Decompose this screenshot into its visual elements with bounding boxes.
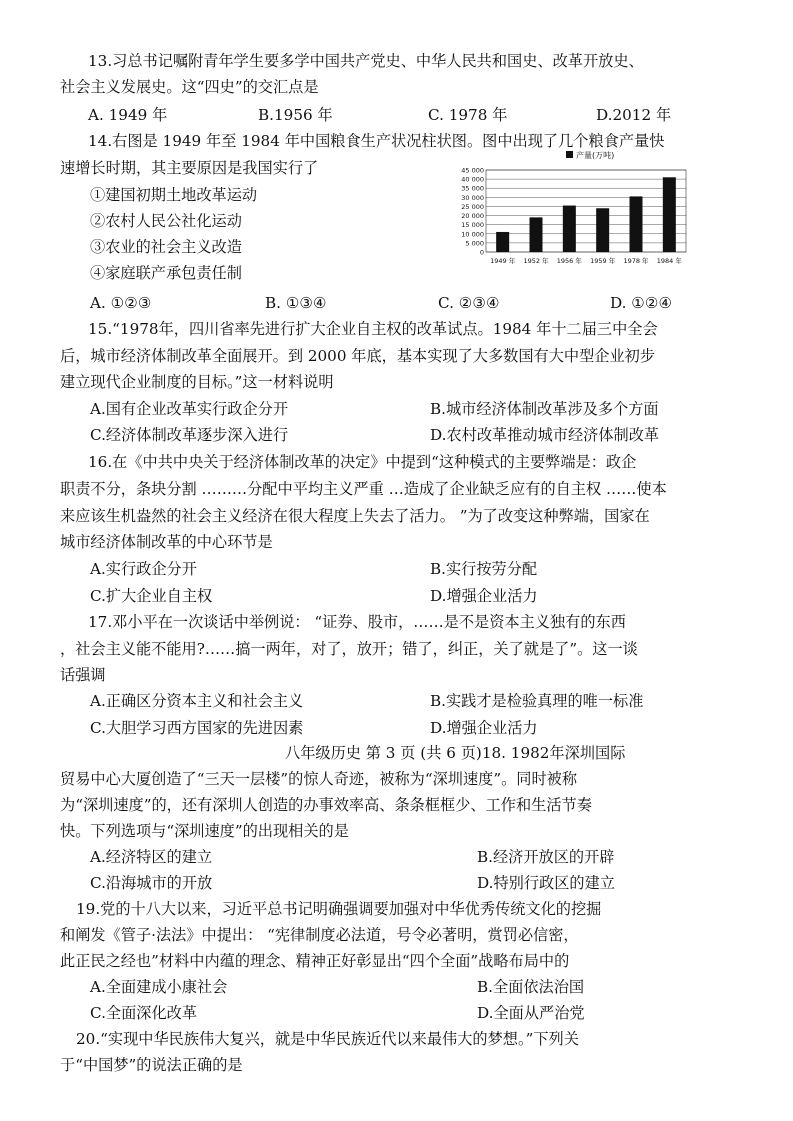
q18-stem-line2: 贸易中心大厦创造了“三天一层楼”的惊人奇迹，被称为“深圳速度”。同时被称 (60, 770, 578, 788)
y-tick-label: 0 (479, 248, 484, 257)
y-tick-label: 45 000 (461, 166, 484, 175)
q14-item-2: ②农村人民公社化运动 (90, 212, 242, 230)
y-tick-label: 25 000 (461, 202, 484, 211)
q13-option-d: D.2012 年 (596, 106, 672, 124)
x-tick-label: 1956 年 (556, 257, 582, 265)
bar (630, 196, 643, 252)
q15-option-b: B.城市经济体制改革涉及多个方面 (430, 400, 659, 418)
q19-option-c: C.全面深化改革 (90, 1004, 198, 1022)
bar (530, 217, 543, 252)
q15-stem-line1: 15.“1978年，四川省率先进行扩大企业自主权的改革试点。1984 年十二届三中全会 (88, 320, 658, 338)
q16-option-b: B.实行按劳分配 (430, 560, 538, 578)
legend-swatch (566, 151, 573, 158)
q16-stem-line4: 城市经济体制改革的中心环节是 (60, 533, 273, 551)
q14-item-1: ①建国初期土地改革运动 (90, 186, 258, 204)
q16-option-c: C.扩大企业自主权 (90, 587, 213, 605)
q17-stem-line1: 17.邓小平在一次谈话中举例说： “证券、股市，……是不是资本主义独有的东西 (88, 613, 626, 631)
q19-stem-line2: 和阐发《管子·法法》中提出： “宪律制度必法道，号令必著明，赏罚必信密， (60, 926, 579, 944)
q13-option-c: C. 1978 年 (428, 106, 508, 124)
q18-option-b: B.经济开放区的开辟 (477, 848, 615, 866)
x-tick-label: 1959 年 (590, 257, 616, 265)
q17-option-c: C.大胆学习西方国家的先进因素 (90, 719, 304, 737)
q19-stem-line3: 此正民之经也”材料中内蕴的理念、精神正好彰显出“四个全面”战略布局中的 (60, 952, 570, 970)
q13-stem-line2: 社会主义发展史。这“四史”的交汇点是 (60, 78, 319, 96)
y-tick-label: 5 000 (465, 239, 484, 248)
grain-production-chart (448, 148, 690, 270)
y-tick-label: 40 000 (461, 175, 484, 184)
q16-stem-line2: 职责不分，条块分割 ………分配中平均主义严重 …造成了企业缺乏应有的自主权 ……使本 (60, 480, 667, 498)
q14-option-a: A. ①②③ (90, 294, 152, 312)
q19-option-b: B.全面依法治国 (477, 978, 585, 996)
q18-stem-line3: 为“深圳速度”的，还有深圳人创造的办事效率高、条条框框少、工作和生活节奏 (60, 796, 592, 814)
q19-option-d: D.全面从严治党 (477, 1004, 585, 1022)
y-tick-label: 20 000 (461, 212, 484, 221)
q16-option-d: D.增强企业活力 (430, 587, 538, 605)
q16-stem-line1: 16.在《中共中央关于经济体制改革的决定》中提到“这种模式的主要弊端是：政企 (88, 453, 637, 471)
plot-frame (486, 170, 686, 252)
q14-item-4: ④家庭联产承包责任制 (90, 264, 242, 282)
q14-stem-line1: 14.右图是 1949 年至 1984 年中国粮食生产状况柱状图。图中出现了几个粮食产量快 (88, 132, 665, 150)
q14-item-3: ③农业的社会主义改造 (90, 238, 242, 256)
q18-option-d: D.特别行政区的建立 (477, 874, 615, 892)
y-tick-label: 10 000 (461, 230, 484, 239)
q17-option-d: D.增强企业活力 (430, 719, 538, 737)
q18-option-c: C.沿海城市的开放 (90, 874, 213, 892)
bar (663, 177, 676, 252)
x-tick-label: 1978 年 (623, 257, 649, 265)
q13-stem-line1: 13.习总书记嘱附青年学生要多学中国共产党史、中华人民共和国史、改革开放史、 (88, 52, 644, 70)
q19-option-a: A.全面建成小康社会 (90, 978, 228, 996)
q13-option-a: A. 1949 年 (88, 106, 168, 124)
q18-option-a: A.经济特区的建立 (90, 848, 213, 866)
page-footer: 八年级历史 第 3 页 (共 6 页)18. 1982年深圳国际 (285, 744, 626, 762)
bar (596, 208, 609, 252)
q13-option-b: B.1956 年 (258, 106, 333, 124)
q15-option-a: A.国有企业改革实行政企分开 (90, 400, 289, 418)
q15-option-c: C.经济体制改革逐步深入进行 (90, 426, 289, 444)
q14-stem-line2: 速增长时期，其主要原因是我国实行了 (60, 159, 319, 177)
legend-label: 产量(万吨) (576, 151, 615, 160)
x-tick-label: 1949 年 (490, 257, 516, 265)
q17-option-a: A.正确区分资本主义和社会主义 (90, 692, 304, 710)
bar (563, 206, 576, 252)
q14-option-c: C. ②③④ (438, 294, 500, 312)
x-tick-label: 1952 年 (523, 257, 549, 265)
q14-option-d: D. ①②④ (610, 294, 673, 312)
bar (496, 232, 509, 252)
q15-stem-line2: 后，城市经济体制改革全面展开。到 2000 年底，基本实现了大多数国有大中型企业初步 (60, 347, 656, 365)
q16-option-a: A.实行政企分开 (90, 560, 197, 578)
q15-option-d: D.农村改革推动城市经济体制改革 (430, 426, 660, 444)
q20-stem-line2: 于“中国梦”的说法正确的是 (60, 1056, 243, 1074)
q14-option-b: B. ①③④ (265, 294, 327, 312)
y-tick-label: 30 000 (461, 193, 484, 202)
q16-stem-line3: 来应该生机盎然的社会主义经济在很大程度上失去了活力。 ”为了改变这种弊端，国家在 (60, 507, 650, 525)
q19-stem-line1: 19.党的十八大以来，习近平总书记明确强调要加强对中华优秀传统文化的挖掘 (76, 900, 602, 918)
q20-stem-line1: 20.“实现中华民族伟大复兴，就是中华民族近代以来最伟大的梦想。”下列关 (76, 1030, 579, 1048)
q17-option-b: B.实践才是检验真理的唯一标准 (430, 692, 644, 710)
q15-stem-line3: 建立现代企业制度的目标。”这一材料说明 (60, 373, 334, 391)
x-tick-label: 1984 年 (656, 257, 682, 265)
q17-stem-line3: 话强调 (60, 666, 106, 684)
q17-stem-line2: ，社会主义能不能用?……搞一两年，对了，放开；错了，纠正，关了就是了”。这一谈 (60, 640, 638, 658)
q18-stem-line4: 快。下列选项与“深圳速度”的出现相关的是 (60, 822, 349, 840)
y-tick-label: 35 000 (461, 184, 484, 193)
y-tick-label: 15 000 (461, 221, 484, 230)
